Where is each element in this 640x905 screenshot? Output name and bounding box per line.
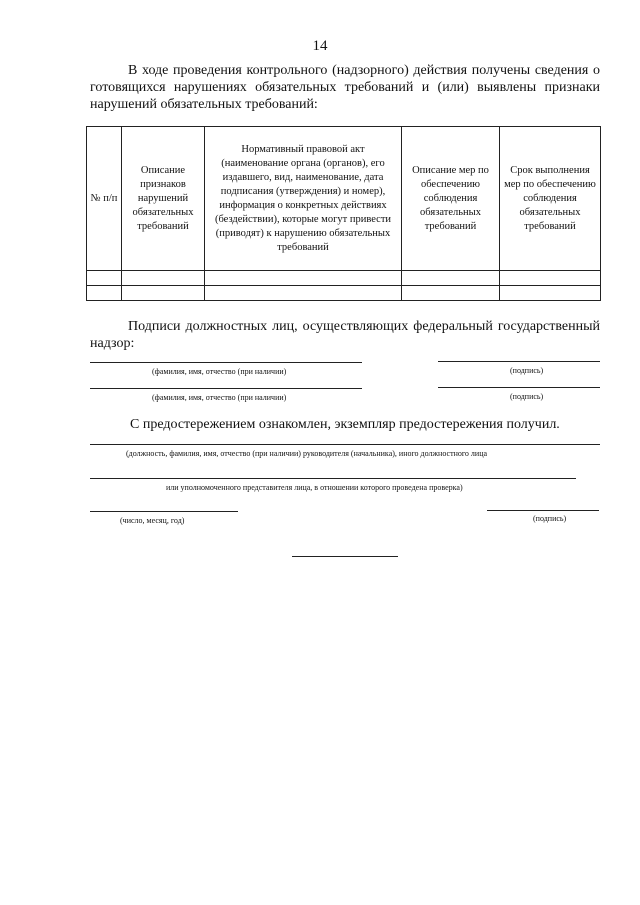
header-violation-description: Описание признаков нарушений обязательных требований xyxy=(122,127,205,271)
table-cell[interactable] xyxy=(500,271,601,286)
table-cell[interactable] xyxy=(500,286,601,301)
table-cell[interactable] xyxy=(205,286,402,301)
table-cell[interactable] xyxy=(87,286,122,301)
name-line-2[interactable] xyxy=(90,388,362,389)
date-caption: (число, месяц, год) xyxy=(120,516,185,525)
table-row xyxy=(87,286,601,301)
requirements-table xyxy=(86,126,601,301)
page-number: 14 xyxy=(312,38,328,54)
name-caption-1: (фамилия, имя, отчество (при наличии) xyxy=(152,367,287,376)
signatures-intro: Подписи должностных лиц, осуществляющих федеральный государственный надзор: xyxy=(90,319,600,351)
recipient-caption-1: (должность, фамилия, имя, отчество (при наличии) руководителя (начальника), иного должностного лица xyxy=(126,449,488,458)
header-legal-act: Нормативный правовой акт (наименование органа (органов), его издавшего, вид, наименование, дата подписания (утверждения) и номер), информация о конкретных действиях (бездействии), которые могут привести (приводят) к нарушению обязательных требований xyxy=(205,127,402,271)
table-cell[interactable] xyxy=(402,286,500,301)
signature-caption-2: (подпись) xyxy=(510,392,544,401)
header-deadline: Срок выполнения мер по обеспечению соблюдения обязательных требований xyxy=(500,127,601,271)
acknowledgement-text: С предостережением ознакомлен, экземпляр предостережения получил. xyxy=(130,417,560,432)
table-cell[interactable] xyxy=(402,271,500,286)
end-divider xyxy=(292,556,398,557)
recipient-caption-2: или уполномоченного представителя лица, в отношении которого проведена проверка) xyxy=(166,483,463,492)
signature-line-2[interactable] xyxy=(438,387,600,388)
recipient-signature-line[interactable] xyxy=(487,510,599,511)
table-cell[interactable] xyxy=(205,271,402,286)
date-line[interactable] xyxy=(90,511,238,512)
recipient-line-1[interactable] xyxy=(90,444,600,445)
header-measures: Описание мер по обеспечению соблюдения обязательных требований xyxy=(402,127,500,271)
table-cell[interactable] xyxy=(122,286,205,301)
name-caption-2: (фамилия, имя, отчество (при наличии) xyxy=(152,393,287,402)
recipient-signature-caption: (подпись) xyxy=(533,514,567,523)
intro-paragraph: В ходе проведения контрольного (надзорного) действия получены сведения о готовящихся нарушениях обязательных требований и (или) выявлены признаки нарушений обязательных требований: xyxy=(90,63,600,112)
table-row xyxy=(87,271,601,286)
table-header-row xyxy=(87,127,601,271)
header-number: № п/п xyxy=(87,127,122,271)
table-cell[interactable] xyxy=(122,271,205,286)
name-line-1[interactable] xyxy=(90,362,362,363)
recipient-line-2[interactable] xyxy=(90,478,576,479)
table-cell[interactable] xyxy=(87,271,122,286)
signature-caption-1: (подпись) xyxy=(510,366,544,375)
signature-line-1[interactable] xyxy=(438,361,600,362)
